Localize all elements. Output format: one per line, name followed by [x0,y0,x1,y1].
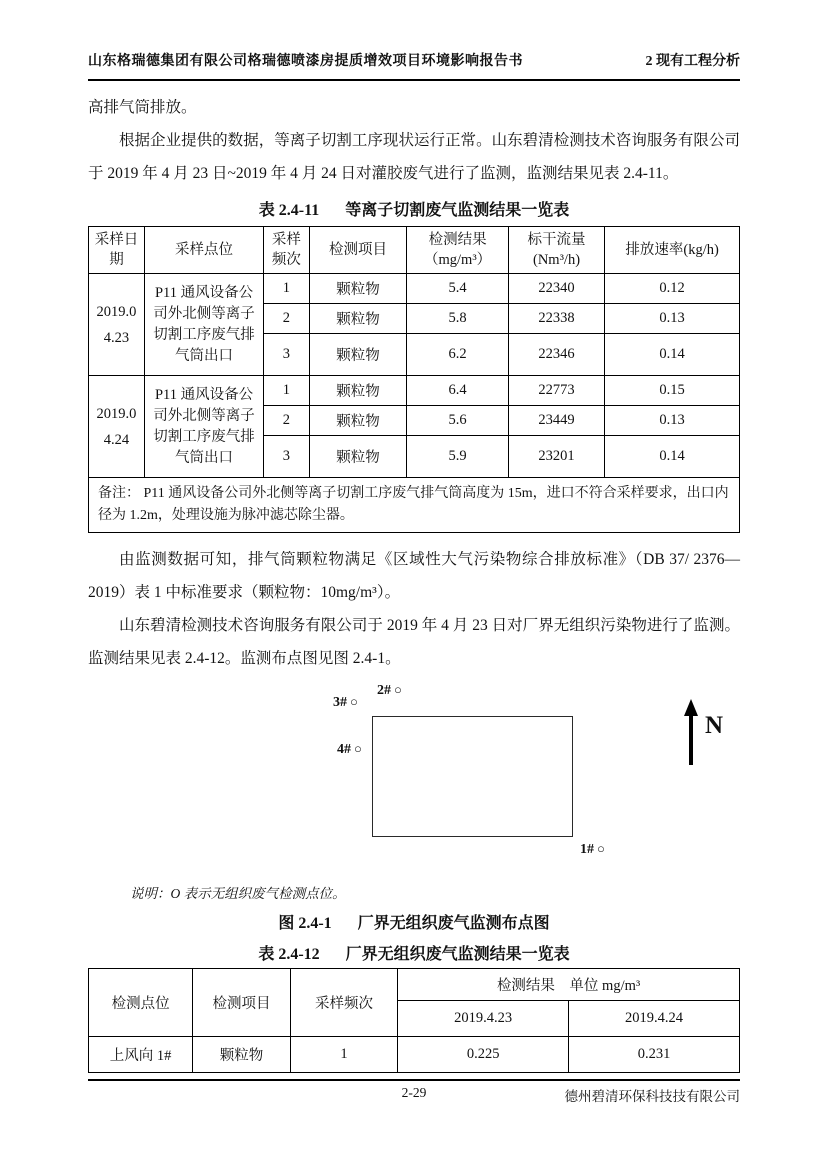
body-text-2 [88,543,740,675]
test-item: 颗粒物 [309,376,407,406]
sample-point: P11 通风设备公司外北侧等离子切割工序废气排气筒出口 [144,274,263,376]
paragraph-monitoring-intro: 根据企业提供的数据，等离子切割工序现状运行正常。山东碧清检测技术咨询服务有限公司于 2019 年 4 月 23 日~2019 年 4 月 24 日对灌胶废气进行了监测，监测结果见表 2.4-11。 [88,132,740,182]
col-header-date-1: 2019.4.23 [398,1001,569,1037]
table1-remark: 备注： P11 通风设备公司外北侧等离子切割工序废气排气筒高度为 15m，进口不符合采样要求，出口内径为 1.2m，处理设施为脉冲滤芯除尘器。 [89,478,740,533]
table-row [89,274,740,304]
rate-value: 0.12 [605,274,740,304]
result-value: 6.4 [407,376,509,406]
rate-value: 0.15 [605,376,740,406]
monitoring-layout-figure [88,679,740,875]
sample-freq: 2 [264,406,310,436]
test-item: 颗粒物 [309,334,407,376]
body-text [88,91,740,190]
sample-freq: 3 [264,334,310,376]
monitor-point-1 [580,841,605,858]
sample-date: 2019.04.23 [89,274,145,376]
sample-freq: 2 [264,304,310,334]
table1-title-label: 表 2.4-11 [258,202,320,219]
footer-inner [88,1085,740,1104]
test-item: 颗粒物 [309,436,407,478]
north-arrow-icon [681,699,701,767]
table1-header-row [89,227,740,274]
col-header-date-2: 2019.4.24 [569,1001,740,1037]
col-header-test-item: 检测项目 [193,969,291,1037]
col-header-sample-date: 采样日期 [89,227,145,274]
point-circle-icon: ○ [354,741,362,756]
result-value: 5.9 [407,436,509,478]
col-header-sample-freq: 采样频次 [290,969,397,1037]
flow-value: 22340 [508,274,604,304]
result-value: 6.2 [407,334,509,376]
col-header-result: 检测结果 （mg/m³） [407,227,509,274]
monitor-point-3 [333,694,358,711]
table-row [89,376,740,406]
monitor-point: 上风向 1# [89,1037,193,1073]
point-circle-icon: ○ [350,694,358,709]
rate-value: 0.13 [605,304,740,334]
plasma-cutting-results-table [88,226,740,533]
point-circle-icon: ○ [597,841,605,856]
col-header-monitor-point: 检测点位 [89,969,193,1037]
monitor-point-2-label: 2# [377,683,391,698]
north-label: N [705,712,724,739]
monitor-point-3-label: 3# [333,695,347,710]
monitor-point-4-label: 4# [337,742,351,757]
flow-value: 22773 [508,376,604,406]
sample-freq: 1 [264,274,310,304]
monitor-point-4 [337,741,362,758]
north-indicator [681,699,723,767]
test-item: 颗粒物 [309,304,407,334]
table2-title-text: 厂界无组织废气监测结果一览表 [345,946,570,963]
rate-value: 0.13 [605,406,740,436]
col-header-rate: 排放速率(kg/h) [605,227,740,274]
footer-company: 德州碧清环保科技技有限公司 [564,1089,740,1104]
table2-title-label: 表 2.4-12 [258,946,320,963]
table1-remark-row [89,478,740,533]
result-423: 0.225 [398,1037,569,1073]
sample-freq: 1 [264,376,310,406]
monitor-point-2 [377,682,402,699]
figure-legend-note: 说明：O 表示无组织废气检测点位。 [130,886,346,901]
table-row [89,1037,740,1073]
flow-value: 22338 [508,304,604,334]
result-value: 5.4 [407,274,509,304]
figure-caption [88,910,740,933]
col-header-sample-point: 采样点位 [144,227,263,274]
flow-value: 23201 [508,436,604,478]
col-header-sample-freq: 采样频次 [264,227,310,274]
chapter-title: 2 现有工程分析 [645,54,740,69]
test-item: 颗粒物 [309,274,407,304]
page-number: 2-29 [401,1085,427,1100]
table2-header-row-1 [89,969,740,1001]
fugitive-emission-results-table [88,968,740,1073]
test-item: 颗粒物 [193,1037,291,1073]
col-header-test-item: 检测项目 [309,227,407,274]
result-424: 0.231 [569,1037,740,1073]
rate-value: 0.14 [605,436,740,478]
paragraph-continuation: 高排气筒排放。 [88,99,197,116]
table1-title-text: 等离子切割废气监测结果一览表 [345,202,570,219]
paragraph-fugitive-monitoring: 山东碧清检测技术咨询服务有限公司于 2019 年 4 月 23 日对厂界无组织污染物进行了监测。监测结果见表 2.4-12。监测布点图见图 2.4-1。 [88,617,740,667]
report-title: 山东格瑞德集团有限公司格瑞德喷漆房提质增效项目环境影响报告书 [88,54,523,69]
page-header [88,50,740,81]
figure-caption-label: 图 2.4-1 [278,915,332,932]
table2-title [88,941,740,964]
flow-value: 22346 [508,334,604,376]
test-item: 颗粒物 [309,406,407,436]
result-value: 5.8 [407,304,509,334]
flow-value: 23449 [508,406,604,436]
sample-date: 2019.04.24 [89,376,145,478]
col-header-flow: 标干流量 (Nm³/h) [508,227,604,274]
sample-freq: 1 [290,1037,397,1073]
factory-boundary-rectangle [372,716,573,837]
monitor-point-1-label: 1# [580,842,594,857]
sample-point: P11 通风设备公司外北侧等离子切割工序废气排气筒出口 [144,376,263,478]
figure-caption-text: 厂界无组织废气监测布点图 [357,915,550,932]
table1-title [88,197,740,220]
result-value: 5.6 [407,406,509,436]
point-circle-icon: ○ [394,682,402,697]
sample-freq: 3 [264,436,310,478]
col-header-result-group: 检测结果 单位 mg/m³ [398,969,740,1001]
paragraph-standard-compliance: 由监测数据可知，排气筒颗粒物满足《区域性大气污染物综合排放标准》（DB 37/ 2376—2019）表 1 中标准要求（颗粒物：10mg/m³）。 [88,551,740,601]
rate-value: 0.14 [605,334,740,376]
page-footer [88,1079,740,1104]
